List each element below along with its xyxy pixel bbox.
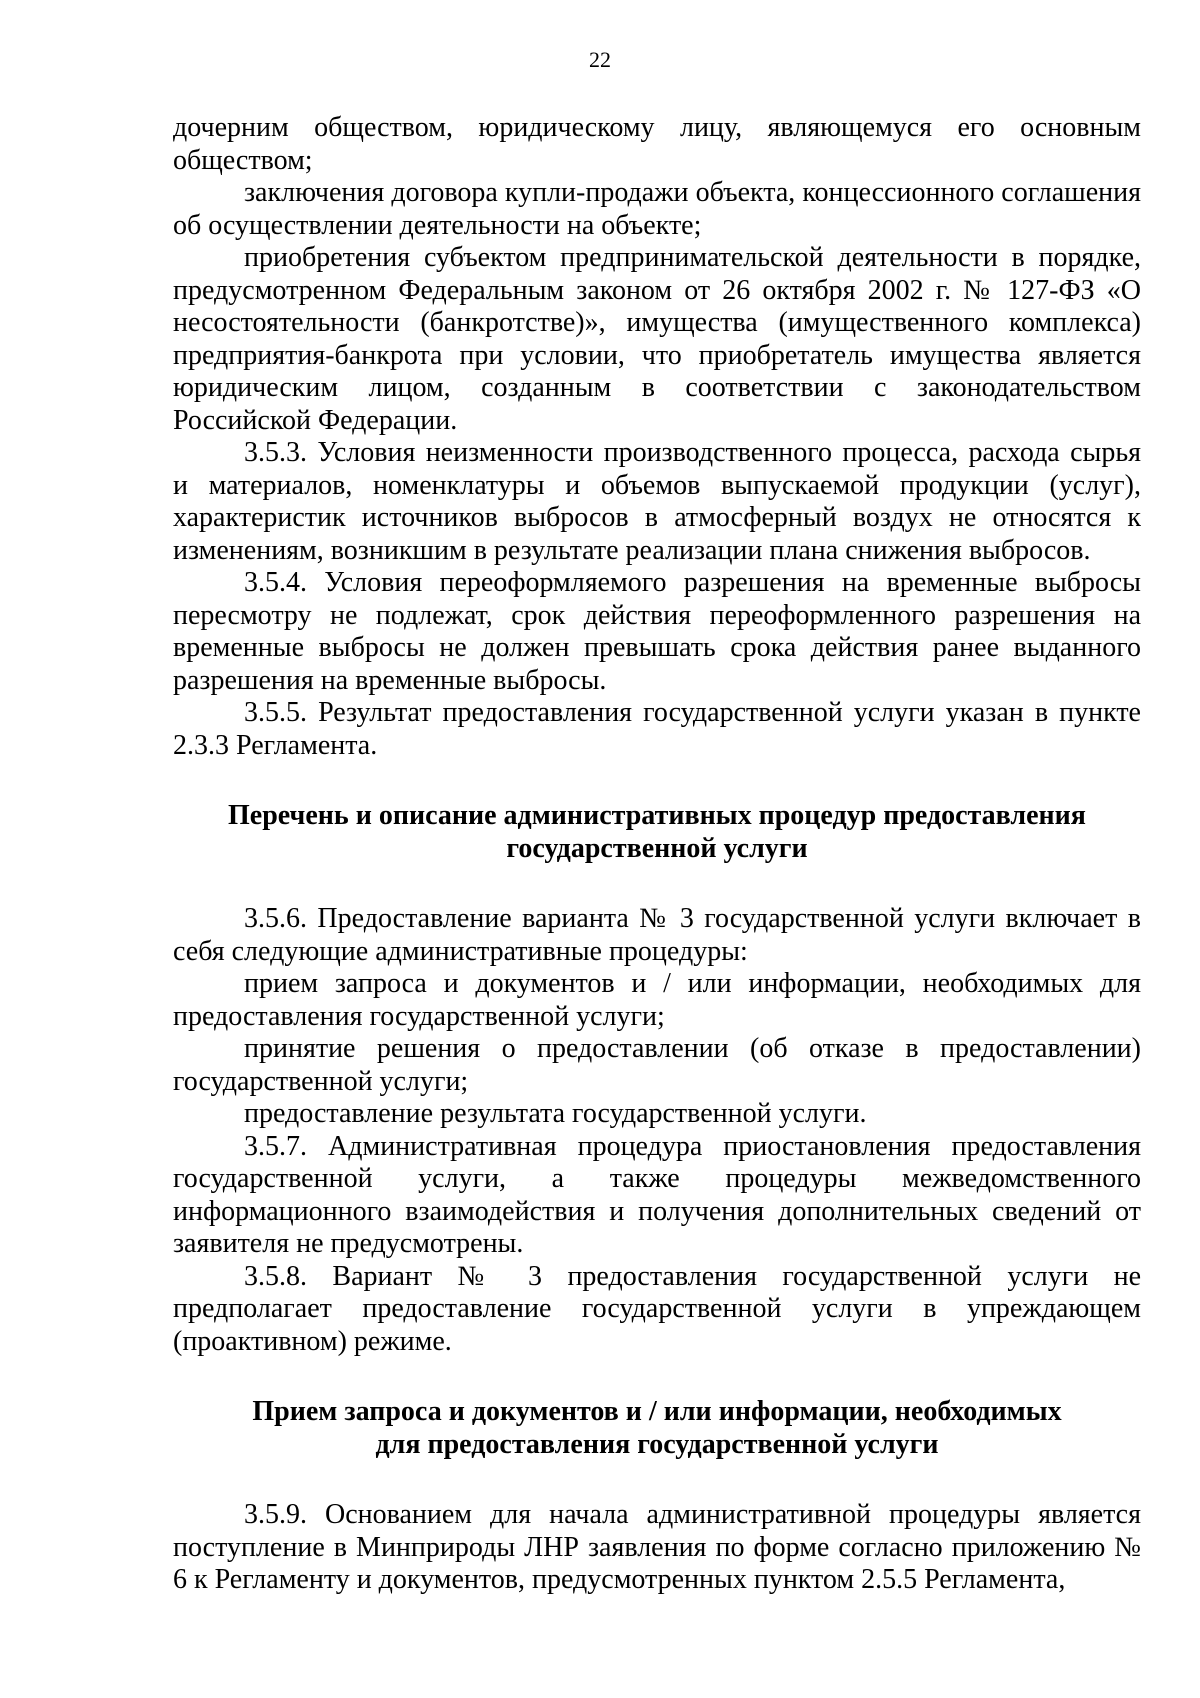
page-number: 22 — [589, 47, 611, 72]
section-heading-procedures — [173, 800, 1141, 865]
paragraph-3-5-5: 3.5.5. Результат предоставления государственной услуги указан в пункте 2.3.3 Регламента. — [173, 697, 1141, 761]
paragraph-3-5-4: 3.5.4. Условия переоформляемого разрешения на временные выбросы пересмотру не подлежат, срок действия переоформленного разрешения на временные выбросы не должен превышать срока действия ранее выданного разрешения на временные выбросы. — [173, 567, 1141, 696]
paragraph-3-5-7: 3.5.7. Административная процедура приостановления предоставления государственной услуги, а также процедуры межведомственного информационного взаимодействия и получения дополнительных сведений от заявителя не предусмотрены. — [173, 1130, 1141, 1259]
list-item-decision: принятие решения о предоставлении (об отказе в предоставлении) государственной услуги; — [173, 1033, 1141, 1097]
section-heading-request-reception-line-1: Прием запроса и документов и / или информации, необходимых — [252, 1396, 1062, 1427]
paragraph-3-5-6: 3.5.6. Предоставление варианта № 3 государственной услуги включает в себя следующие административные процедуры: — [173, 903, 1141, 967]
paragraph-3-5-8: 3.5.8. Вариант № 3 предоставления государственной услуги не предполагает предоставление государственной услуги в упреждающем (проактивном) режиме. — [173, 1260, 1141, 1357]
section-heading-procedures-line-1: Перечень и описание административных процедур предоставления — [228, 800, 1086, 831]
section-heading-request-reception — [173, 1396, 1141, 1461]
section-heading-procedures-line-2: государственной услуги — [506, 832, 808, 864]
paragraph-3-5-9: 3.5.9. Основанием для начала административной процедуры является поступление в Минприроды ЛНР заявления по форме согласно приложению № 6 к Регламенту и документов, предусмотренных пунктом 2.5.5 Регламента, — [173, 1499, 1141, 1595]
paragraph-3-5-3: 3.5.3. Условия неизменности производственного процесса, расхода сырья и материалов, номенклатуры и объемов выпускаемой продукции (услуг), характеристик источников выбросов в атмосферный воздух не относятся к изменениям, возникшим в результате реализации плана снижения выбросов. — [173, 437, 1141, 566]
paragraph-continuation: дочерним обществом, юридическому лицу, являющемуся его основным обществом; — [173, 112, 1141, 176]
list-item-result-provision: предоставление результата государственной услуги. — [244, 1098, 867, 1129]
document-body — [173, 112, 1141, 1597]
section-heading-request-reception-line-2: для предоставления государственной услуги — [375, 1428, 939, 1460]
list-item-request-reception: прием запроса и документов и / или информации, необходимых для предоставления государственной услуги; — [173, 968, 1141, 1032]
paragraph-bankruptcy-acquisition: приобретения субъектом предпринимательской деятельности в порядке, предусмотренном Федеральным законом от 26 октября 2002 г. № 127-ФЗ «О несостоятельности (банкротстве)», имущества (имущественного комплекса) предприятия-банкрота при условии, что приобретатель имущества является юридическим лицом, созданным в соответствии с законодательством Российской Федерации. — [173, 242, 1141, 436]
paragraph-contract-conclusion: заключения договора купли-продажи объекта, концессионного соглашения об осуществлении деятельности на объекте; — [173, 177, 1141, 241]
